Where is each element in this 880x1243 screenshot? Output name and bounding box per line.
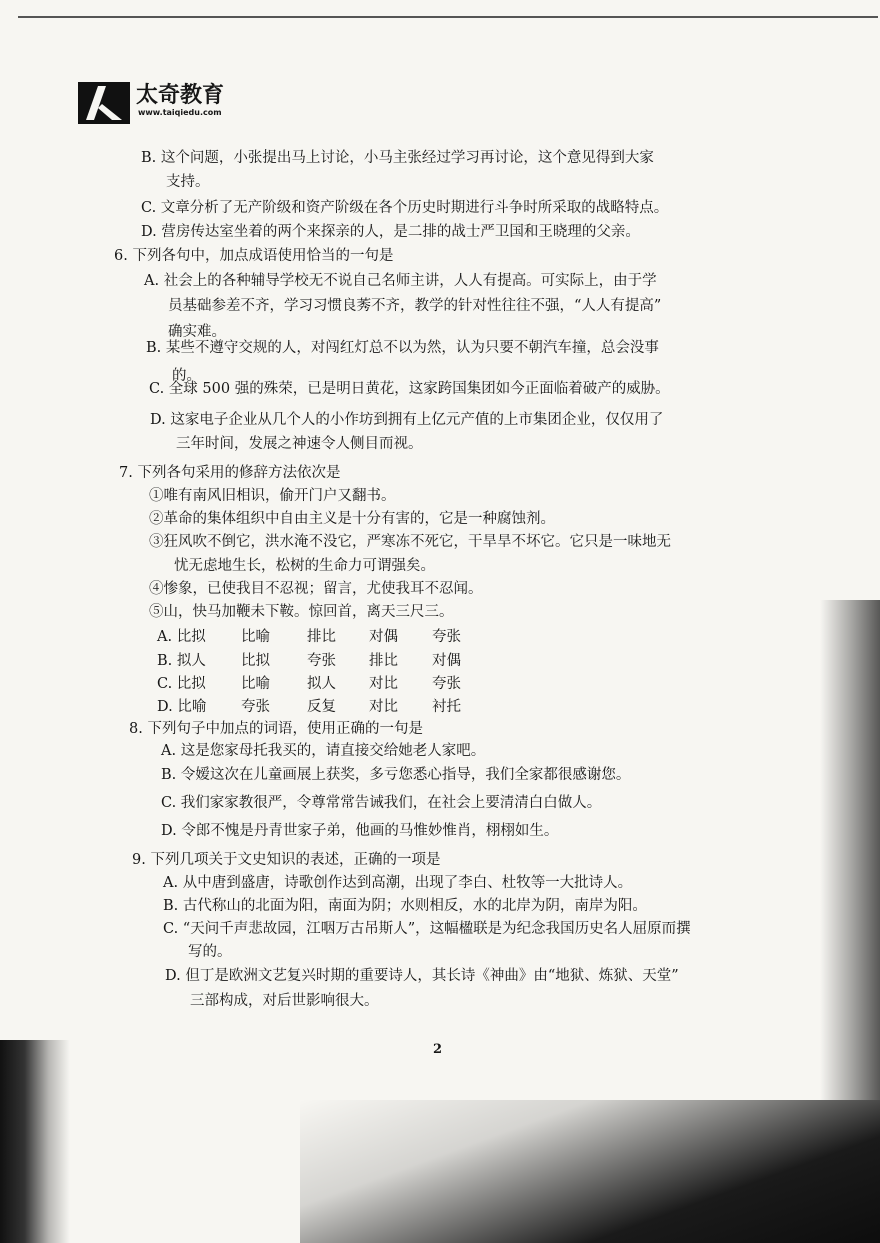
q7-sentence-2: ②革命的集体组织中自由主义是十分有害的，它是一种腐蚀剂。 <box>149 511 555 527</box>
q7-sentence-1: ①唯有南风旧相识，偷开门户又翻书。 <box>149 488 396 504</box>
q7-sentence-3-line1: ③狂风吹不倒它，洪水淹不没它，严寒冻不死它，干旱旱不坏它。它只是一味地无 <box>149 534 671 550</box>
scan-top-edge <box>18 16 878 18</box>
q9-option-c-line1: C. “天问千声悲故园，江咽万古吊斯人”，这幅楹联是为纪念我国历史名人屈原而撰 <box>163 921 691 937</box>
option-cell: 对偶 <box>369 629 398 645</box>
q5-option-c: C. 文章分析了无产阶级和资产阶级在各个历史时期进行斗争时所采取的战略特点。 <box>141 200 669 216</box>
q5-option-d: D. 营房传达室坐着的两个来探亲的人，是二排的战士严卫国和王晓理的父亲。 <box>141 224 640 240</box>
option-cell: C. 比拟 <box>157 676 206 692</box>
q6-stem: 6. 下列各句中，加点成语使用恰当的一句是 <box>114 248 394 264</box>
q5-option-b-line2: 支持。 <box>166 174 210 190</box>
option-cell: B. 拟人 <box>157 653 206 669</box>
option-cell: 拟人 <box>307 676 336 692</box>
q6-option-d-line2: 三年时间，发展之神速令人侧目而视。 <box>176 436 423 452</box>
option-cell: 夸张 <box>241 699 270 715</box>
q8-option-a: A. 这是您家母托我买的，请直接交给她老人家吧。 <box>161 743 486 759</box>
option-cell: 比拟 <box>241 653 270 669</box>
q7-stem: 7. 下列各句采用的修辞方法依次是 <box>119 465 341 481</box>
option-cell: 夸张 <box>432 629 461 645</box>
option-cell: 衬托 <box>432 699 461 715</box>
q6-option-b-line1: B. 某些不遵守交规的人，对闯红灯总不以为然，认为只要不朝汽车撞，总会没事 <box>146 340 659 356</box>
logo-mark-icon <box>78 82 130 124</box>
q6-option-a-line2: 员基础参差不齐，学习习惯良莠不齐，教学的针对性往往不强，“人人有提高” <box>168 298 662 314</box>
q9-option-d-line1: D. 但丁是欧洲文艺复兴时期的重要诗人，其长诗《神曲》由“地狱、炼狱、天堂” <box>165 968 679 984</box>
option-cell: 反复 <box>307 699 336 715</box>
q8-stem: 8. 下列句子中加点的词语，使用正确的一句是 <box>129 721 423 737</box>
q8-option-c: C. 我们家家教很严，令尊常常告诫我们，在社会上要清清白白做人。 <box>161 795 602 811</box>
q9-option-d-line2: 三部构成，对后世影响很大。 <box>190 993 379 1009</box>
option-cell: 对比 <box>369 699 398 715</box>
option-cell: 比喻 <box>241 676 270 692</box>
option-cell: 夸张 <box>432 676 461 692</box>
q6-option-b-line2: 的。 <box>172 368 201 384</box>
option-cell: 夸张 <box>307 653 336 669</box>
page-number: 2 <box>433 1042 443 1057</box>
q9-option-a: A. 从中唐到盛唐，诗歌创作达到高潮，出现了李白、杜牧等一大批诗人。 <box>163 875 633 891</box>
q6-option-a-line1: A. 社会上的各种辅导学校无不说自己名师主讲，人人有提高。可实际上，由于学 <box>144 273 657 289</box>
q8-option-d: D. 令郎不愧是丹青世家子弟，他画的马惟妙惟肖，栩栩如生。 <box>161 823 559 839</box>
q6-option-d-line1: D. 这家电子企业从几个人的小作坊到拥有上亿元产值的上市集团企业，仅仅用了 <box>150 412 664 428</box>
q9-stem: 9. 下列几项关于文史知识的表述，正确的一项是 <box>132 852 441 868</box>
q9-option-c-line2: 写的。 <box>188 944 232 960</box>
q6-option-c: C. 全球 500 强的殊荣，已是明日黄花，这家跨国集团如今正面临着破产的威胁。 <box>149 381 670 397</box>
brand-url: www.taiqiedu.com <box>138 108 222 117</box>
q5-option-b-line1: B. 这个问题，小张提出马上讨论，小马主张经过学习再讨论，这个意见得到大家 <box>141 150 654 166</box>
scan-shadow-bottom <box>300 1100 880 1243</box>
option-cell: 对比 <box>369 676 398 692</box>
q6-option-a-line3: 确实难。 <box>168 324 226 340</box>
q9-option-b: B. 古代称山的北面为阳，南面为阴；水则相反，水的北岸为阴，南岸为阳。 <box>163 898 647 914</box>
option-cell: D. 比喻 <box>157 699 207 715</box>
q7-sentence-3-line2: 忧无虑地生长，松树的生命力可谓强矣。 <box>174 558 435 574</box>
option-cell: A. 比拟 <box>157 629 206 645</box>
scan-shadow-right <box>820 600 880 1100</box>
q8-option-b: B. 令嫒这次在儿童画展上获奖，多亏您悉心指导，我们全家都很感谢您。 <box>161 767 631 783</box>
brand-name: 太奇教育 <box>136 83 225 108</box>
option-cell: 排比 <box>307 629 336 645</box>
option-cell: 对偶 <box>432 653 461 669</box>
option-cell: 排比 <box>369 653 398 669</box>
q7-sentence-4: ④惨象，已使我目不忍视；留言，尤使我耳不忍闻。 <box>149 581 483 597</box>
option-cell: 比喻 <box>241 629 270 645</box>
scan-shadow-left <box>0 1040 70 1243</box>
q7-sentence-5: ⑤山，快马加鞭未下鞍。惊回首，离天三尺三。 <box>149 604 454 620</box>
